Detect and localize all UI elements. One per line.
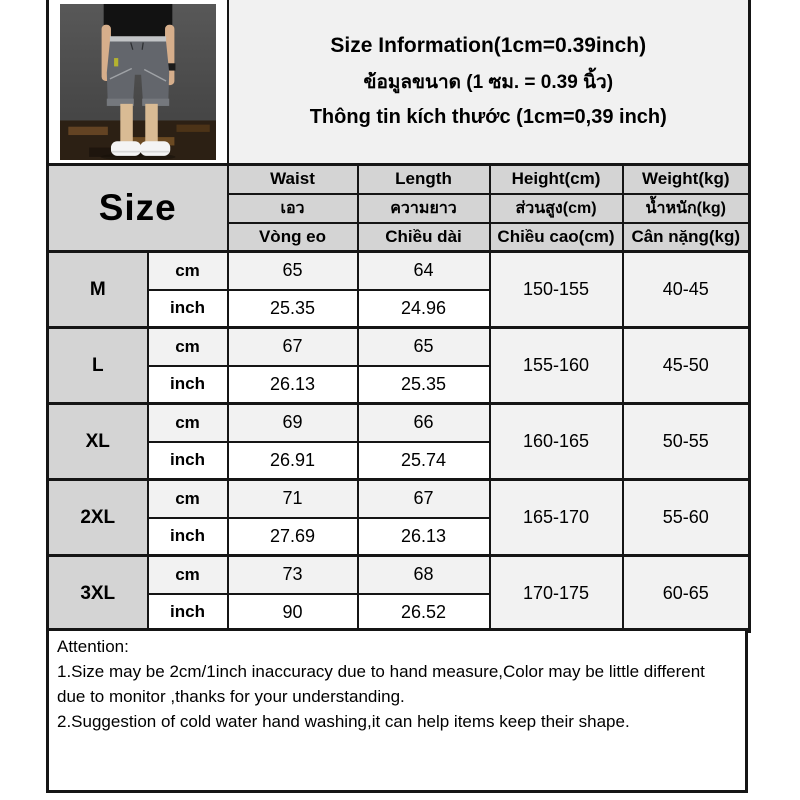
title-cell — [228, 0, 750, 165]
unit-inch-label: inch — [148, 290, 228, 328]
waist-inch-3xl: 90 — [228, 594, 358, 632]
waist-cm-3xl: 73 — [228, 556, 358, 594]
length-cm-2xl: 67 — [358, 480, 490, 518]
table-row-2xl — [48, 480, 750, 518]
waist-inch-m: 25.35 — [228, 290, 358, 328]
attention-line-1: 1.Size may be 2cm/1inch inaccuracy due to hand measure,Color may be little different due to monitor ,thanks for your understanding. — [57, 662, 705, 707]
product-photo — [49, 4, 227, 160]
unit-cm-label: cm — [148, 556, 228, 594]
waist-cm-m: 65 — [228, 252, 358, 290]
height-m: 150-155 — [490, 252, 623, 328]
length-inch-l: 25.35 — [358, 366, 490, 404]
table-row-m — [48, 252, 750, 290]
header-weight-en: Weight(kg) — [623, 165, 750, 194]
length-cm-m: 64 — [358, 252, 490, 290]
header-height-th: ส่วนสูง(cm) — [490, 194, 623, 223]
height-l: 155-160 — [490, 328, 623, 404]
attention-line-2: 2.Suggestion of cold water hand washing,it can help items keep their shape. — [57, 712, 630, 732]
weight-2xl: 55-60 — [623, 480, 750, 556]
length-inch-3xl: 26.52 — [358, 594, 490, 632]
header-length-th: ความยาว — [358, 194, 490, 223]
unit-cm-label: cm — [148, 328, 228, 366]
size-label-xl: XL — [48, 404, 148, 480]
weight-xl: 50-55 — [623, 404, 750, 480]
header-waist-vi: Vòng eo — [228, 223, 358, 252]
model-photo-illustration — [59, 4, 217, 160]
header-waist-en: Waist — [228, 165, 358, 194]
size-label-3xl: 3XL — [48, 556, 148, 632]
size-label-l: L — [48, 328, 148, 404]
header-length-vi: Chiều dài — [358, 223, 490, 252]
product-photo-cell — [48, 0, 228, 165]
weight-3xl: 60-65 — [623, 556, 750, 632]
unit-cm-label: cm — [148, 480, 228, 518]
height-3xl: 170-175 — [490, 556, 623, 632]
size-header-cell: Size — [48, 165, 228, 252]
unit-inch-label: inch — [148, 442, 228, 480]
title-english: Size Information(1cm=0.39inch) — [330, 34, 647, 57]
header-length-en: Length — [358, 165, 490, 194]
attention-heading: Attention: — [57, 637, 129, 656]
weight-l: 45-50 — [623, 328, 750, 404]
size-label-m: M — [48, 252, 148, 328]
table-row-xl — [48, 404, 750, 442]
waist-cm-2xl: 71 — [228, 480, 358, 518]
waist-inch-l: 26.13 — [228, 366, 358, 404]
size-label-2xl: 2XL — [48, 480, 148, 556]
unit-inch-label: inch — [148, 594, 228, 632]
table-row-3xl — [48, 556, 750, 594]
height-2xl: 165-170 — [490, 480, 623, 556]
length-cm-3xl: 68 — [358, 556, 490, 594]
length-inch-2xl: 26.13 — [358, 518, 490, 556]
title-thai: ข้อมูลขนาด (1 ซม. = 0.39 นิ้ว) — [363, 72, 614, 93]
length-inch-xl: 25.74 — [358, 442, 490, 480]
attention-note — [46, 628, 748, 793]
unit-inch-label: inch — [148, 518, 228, 556]
waist-inch-xl: 26.91 — [228, 442, 358, 480]
waist-cm-l: 67 — [228, 328, 358, 366]
header-height-vi: Chiều cao(cm) — [490, 223, 623, 252]
waist-inch-2xl: 27.69 — [228, 518, 358, 556]
title-vietnamese: Thông tin kích thước (1cm=0,39 inch) — [309, 106, 667, 128]
length-inch-m: 24.96 — [358, 290, 490, 328]
header-weight-th: น้ำหนัก(kg) — [623, 194, 750, 223]
unit-cm-label: cm — [148, 252, 228, 290]
waist-cm-xl: 69 — [228, 404, 358, 442]
unit-cm-label: cm — [148, 404, 228, 442]
header-height-en: Height(cm) — [490, 165, 623, 194]
height-xl: 160-165 — [490, 404, 623, 480]
header-waist-th: เอว — [228, 194, 358, 223]
table-row-l — [48, 328, 750, 366]
header-weight-vi: Cân nặng(kg) — [623, 223, 750, 252]
length-cm-l: 65 — [358, 328, 490, 366]
length-cm-xl: 66 — [358, 404, 490, 442]
unit-inch-label: inch — [148, 366, 228, 404]
size-table — [46, 0, 751, 633]
weight-m: 40-45 — [623, 252, 750, 328]
